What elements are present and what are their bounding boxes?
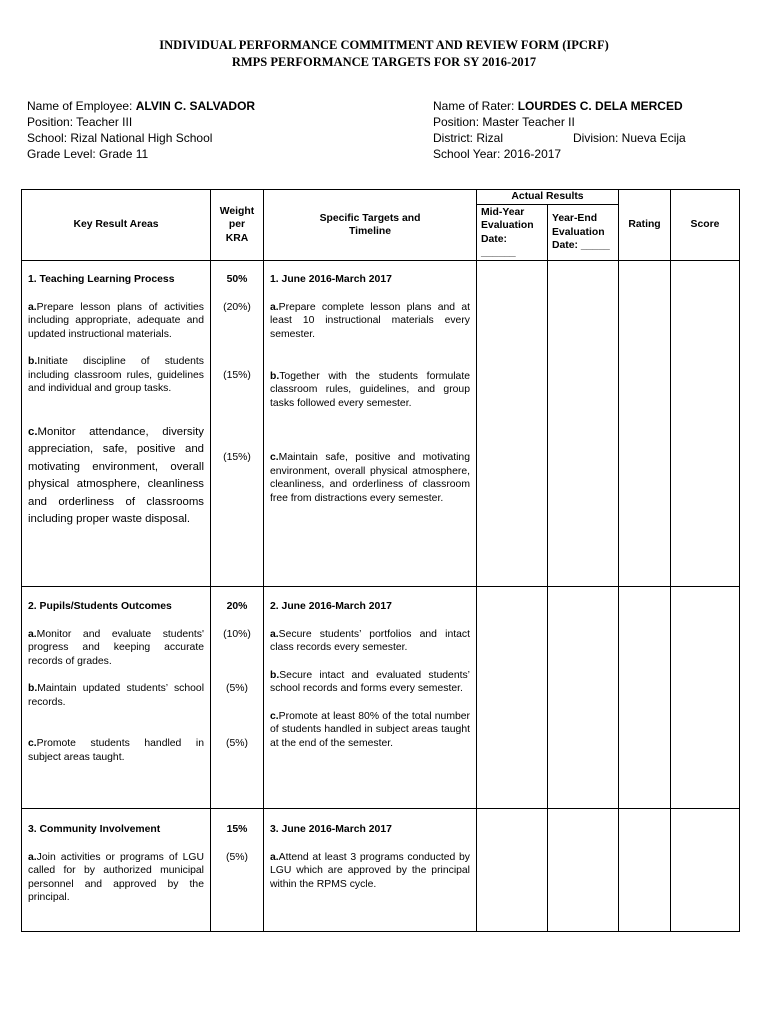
targets-cell	[264, 261, 477, 587]
kra-weight: 20%	[226, 601, 248, 612]
employee-grade: Grade Level: Grade 11	[27, 147, 149, 161]
target-item: a.Prepare complete lesson plans and at least 10 instructional materials every semester.	[270, 301, 470, 340]
score-cell	[671, 587, 740, 809]
item-weight: (10%)	[223, 628, 251, 640]
header-midyear: Mid-Year Evaluation Date: ______	[477, 205, 548, 261]
table-row	[22, 261, 740, 587]
target-item: c.Promote at least 80% of the total number of students handled in subject areas taught at the end of the semester.	[270, 710, 470, 749]
yearend-cell	[548, 809, 619, 932]
header-yearend: Year-End Evaluation Date: _____	[548, 205, 619, 261]
rater-info	[433, 98, 693, 162]
kra-title: 1. Teaching Learning Process	[28, 274, 175, 285]
rating-cell	[619, 809, 671, 932]
header-score: Score	[671, 190, 740, 261]
weight-cell	[211, 261, 264, 587]
target-item: a.Attend at least 3 programs conducted by LGU which are approved by the principal within the RPMS cycle.	[270, 851, 470, 890]
employee-school: School: Rizal National High School	[27, 131, 213, 145]
rater-district: District: Rizal	[433, 131, 504, 145]
kra-item: b.Maintain updated students’ school records.	[28, 683, 204, 708]
employee-position: Position: Teacher III	[27, 115, 133, 129]
rater-school-year: School Year: 2016-2017	[433, 147, 562, 161]
rating-cell	[619, 261, 671, 587]
targets-cell	[264, 587, 477, 809]
rater-name-label: Name of Rater:	[433, 99, 515, 113]
target-item: b.Secure intact and evaluated students’ school records and forms every semester.	[270, 669, 470, 694]
kra-item: c.Monitor attendance, diversity appreciation, safe, positive and motivating environment, overall physical atmosphere, cleanliness and orderliness of classrooms including proper waste disposal.	[28, 425, 204, 525]
target-item: c.Maintain safe, positive and motivating environment, overall physical atmosphere, cleanliness, and orderliness of classroom free from distractions every semester.	[270, 452, 470, 504]
item-weight: (15%)	[223, 370, 251, 381]
kra-title: 2. Pupils/Students Outcomes	[28, 601, 172, 612]
score-cell	[671, 809, 740, 932]
header-actual-results: Actual Results	[477, 190, 619, 205]
target-title: 1. June 2016-March 2017	[270, 274, 392, 285]
kra-item: c.Promote students handled in subject areas taught.	[28, 738, 204, 763]
midyear-cell	[477, 587, 548, 809]
target-item: b.Together with the students formulate classroom rules, guidelines, and group tasks followed every semester.	[270, 370, 470, 409]
kra-cell	[22, 587, 211, 809]
targets-cell	[264, 809, 477, 932]
kra-item: a.Monitor and evaluate students' progress and keeping accurate records of grades.	[28, 628, 204, 667]
item-weight: (5%)	[226, 683, 248, 694]
target-title: 3. June 2016-March 2017	[270, 824, 392, 835]
kra-item: a.Prepare lesson plans of activities including appropriate, adequate and updated instructional materials.	[28, 301, 204, 340]
item-weight: (20%)	[223, 301, 251, 313]
employee-info	[27, 98, 255, 162]
kra-item: b.Initiate discipline of students including classroom rules, guidelines and individual and group tasks.	[28, 356, 204, 394]
weight-cell	[211, 587, 264, 809]
weight-cell	[211, 809, 264, 932]
rater-division: Division: Nueva Ecija	[573, 131, 686, 145]
rating-cell	[619, 587, 671, 809]
midyear-cell	[477, 809, 548, 932]
kra-weight: 50%	[226, 274, 248, 285]
rater-position: Position: Master Teacher II	[433, 115, 575, 129]
yearend-cell	[548, 261, 619, 587]
kra-item: a.Join activities or programs of LGU called for by authorized municipal personnel and approved by the principal.	[28, 851, 204, 903]
kra-cell	[22, 261, 211, 587]
target-item: a.Secure students’ portfolios and intact class records every semester.	[270, 628, 470, 653]
table-row	[22, 809, 740, 932]
header-targets: Specific Targets and Timeline	[264, 190, 477, 261]
item-weight: (5%)	[226, 737, 248, 749]
rater-name: LOURDES C. DELA MERCED	[517, 99, 683, 113]
employee-name-label: Name of Employee:	[27, 99, 133, 113]
header-kra: Key Result Areas	[22, 190, 211, 261]
target-title: 2. June 2016-March 2017	[270, 601, 392, 612]
header-rating: Rating	[619, 190, 671, 261]
kra-weight: 15%	[226, 824, 248, 835]
kra-cell	[22, 809, 211, 932]
ipcrf-table	[21, 189, 740, 932]
score-cell	[671, 261, 740, 587]
item-weight: (15%)	[223, 451, 251, 463]
kra-title: 3. Community Involvement	[28, 824, 161, 835]
yearend-cell	[548, 587, 619, 809]
form-subtitle: RMPS PERFORMANCE TARGETS FOR SY 2016-2017	[231, 55, 537, 69]
item-weight: (5%)	[226, 851, 248, 863]
header-weight: Weight per KRA	[211, 190, 264, 261]
table-row	[22, 587, 740, 809]
midyear-cell	[477, 261, 548, 587]
form-title: INDIVIDUAL PERFORMANCE COMMITMENT AND REVIEW FORM (IPCRF)	[159, 38, 609, 52]
employee-name: ALVIN C. SALVADOR	[135, 99, 256, 113]
